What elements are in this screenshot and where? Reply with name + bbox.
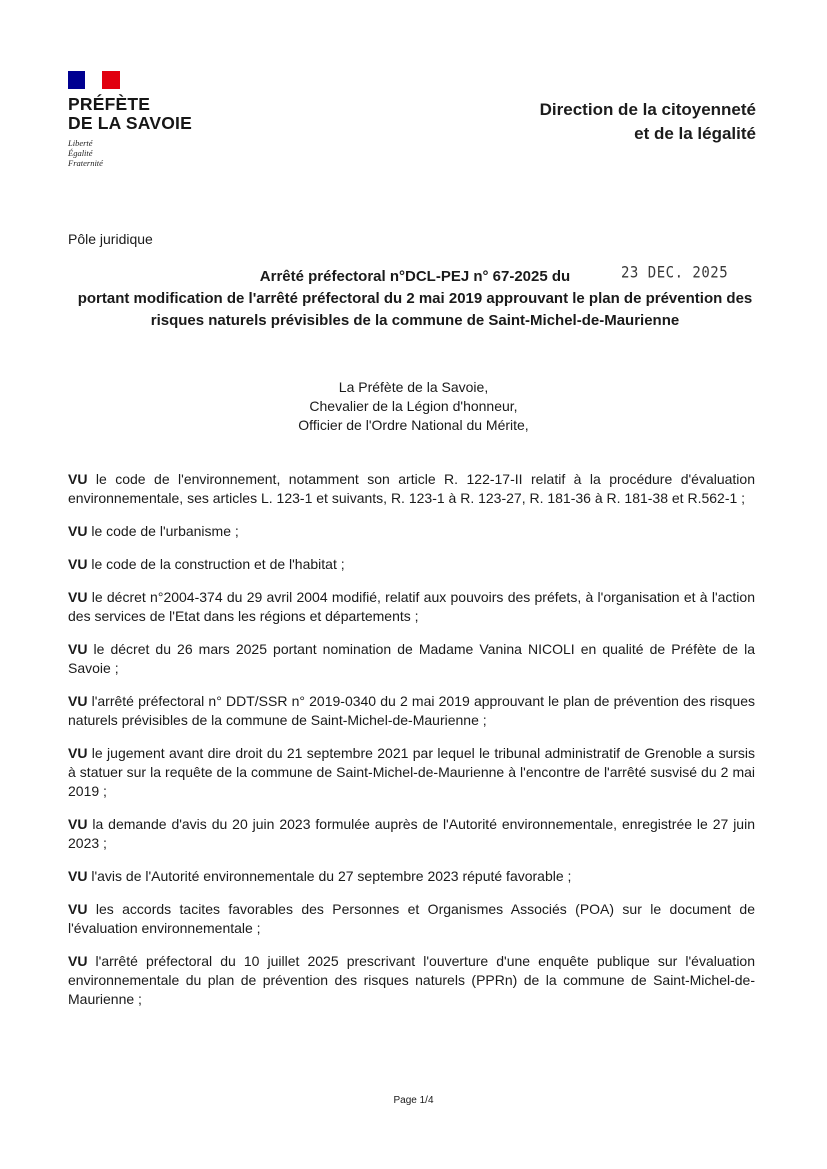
org-line-1: PRÉFÈTE (68, 94, 151, 114)
visa-item (68, 555, 755, 574)
visa-text: la demande d'avis du 20 juin 2023 formulée auprès de l'Autorité environnementale, enregistrée le 27 juin 2023 ; (68, 816, 755, 851)
visa-prefix: VU (68, 901, 88, 917)
prefet-block (200, 378, 627, 435)
motto-fraternite: Fraternité (68, 158, 103, 168)
motto-liberte: Liberté (68, 138, 93, 148)
visa-text: le code de la construction et de l'habitat ; (87, 556, 345, 572)
visa-prefix: VU (68, 953, 88, 969)
visa-item (68, 692, 755, 730)
org-line-2: DE LA SAVOIE (68, 113, 192, 133)
visa-item (68, 815, 755, 853)
visa-prefix: VU (68, 556, 88, 572)
visas-list (68, 456, 755, 1016)
visa-item (68, 867, 755, 886)
visa-prefix: VU (68, 589, 88, 605)
visa-prefix: VU (68, 523, 88, 539)
visa-item (68, 952, 755, 1009)
date-stamp: 23 DEC. 2025 (621, 263, 729, 283)
visa-text: l'avis de l'Autorité environnementale du 27 septembre 2023 réputé favorable ; (87, 868, 572, 884)
visa-prefix: VU (68, 868, 88, 884)
visa-text: le jugement avant dire droit du 21 septembre 2021 par lequel le tribunal administratif de Grenoble a sursis à statuer sur la requête de la commune de Saint-Michel-de-Maurienne à l'encontre de l'arrêté susvisé du 2 mai 2019 ; (68, 745, 755, 799)
direction-heading (540, 98, 756, 146)
direction-line-1: Direction de la citoyenneté (539, 100, 756, 119)
prefet-line-1: La Préfète de la Savoie, (338, 379, 489, 395)
visa-item (68, 522, 755, 541)
visa-text: l'arrêté préfectoral n° DDT/SSR n° 2019-0340 du 2 mai 2019 approuvant le plan de prévention des risques naturels prévisibles de la commune de Saint-Michel-de-Maurienne ; (68, 693, 755, 728)
visa-item (68, 744, 755, 801)
visa-text: le code de l'urbanisme ; (87, 523, 239, 539)
motto-egalite: Égalité (68, 148, 93, 158)
visa-text: le décret n°2004-374 du 29 avril 2004 modifié, relatif aux pouvoirs des préfets, à l'organisation et à l'action des services de l'Etat dans les régions et départements ; (68, 589, 755, 624)
pole-label: Pôle juridique (68, 231, 153, 247)
republic-motto (68, 138, 192, 168)
visa-item (68, 470, 755, 508)
visa-prefix: VU (68, 745, 88, 761)
visa-prefix: VU (68, 471, 88, 487)
prefecture-logo (68, 71, 192, 168)
visa-text: l'arrêté préfectoral du 10 juillet 2025 prescrivant l'ouverture d'une enquête publique sur l'évaluation environnementale du plan de prévention des risques naturels (PPRn) de la commune de Saint-Michel-de-Maurienne ; (68, 953, 755, 1007)
visa-prefix: VU (68, 693, 88, 709)
visa-item (68, 900, 755, 938)
title-line-2: portant modification de l'arrêté préfectoral du 2 mai 2019 approuvant le plan de prévention des risques naturels prévisibles de la commune de Saint-Michel-de-Maurienne (77, 290, 753, 329)
page-number: Page 1/4 (393, 1095, 434, 1106)
flag-red-band (102, 71, 120, 89)
visa-text: les accords tacites favorables des Personnes et Organismes Associés (POA) sur le document de l'évaluation environnementale ; (68, 901, 755, 936)
flag-blue-band (68, 71, 85, 89)
visa-text: le code de l'environnement, notamment son article R. 122-17-II relatif à la procédure d'évaluation environnementale, ses articles L. 123-1 et suivants, R. 123-1 à R. 123-27, R. 181-36 à R. 181-38 et R.562-1 ; (68, 471, 755, 506)
visa-item (68, 640, 755, 678)
visa-item (68, 588, 755, 626)
french-flag-icon (68, 71, 120, 89)
organization-name (68, 95, 192, 133)
prefet-line-2: Chevalier de la Légion d'honneur, (309, 398, 518, 414)
direction-line-2: et de la légalité (634, 124, 756, 143)
visa-prefix: VU (68, 816, 88, 832)
prefet-line-3: Officier de l'Ordre National du Mérite, (298, 417, 529, 433)
title-line-1: Arrêté préfectoral n°DCL-PEJ n° 67-2025 du (259, 268, 571, 285)
visa-prefix: VU (68, 641, 88, 657)
flag-white-band (85, 71, 102, 89)
visa-text: le décret du 26 mars 2025 portant nomination de Madame Vanina NICOLI en qualité de Préfète de la Savoie ; (68, 641, 755, 676)
